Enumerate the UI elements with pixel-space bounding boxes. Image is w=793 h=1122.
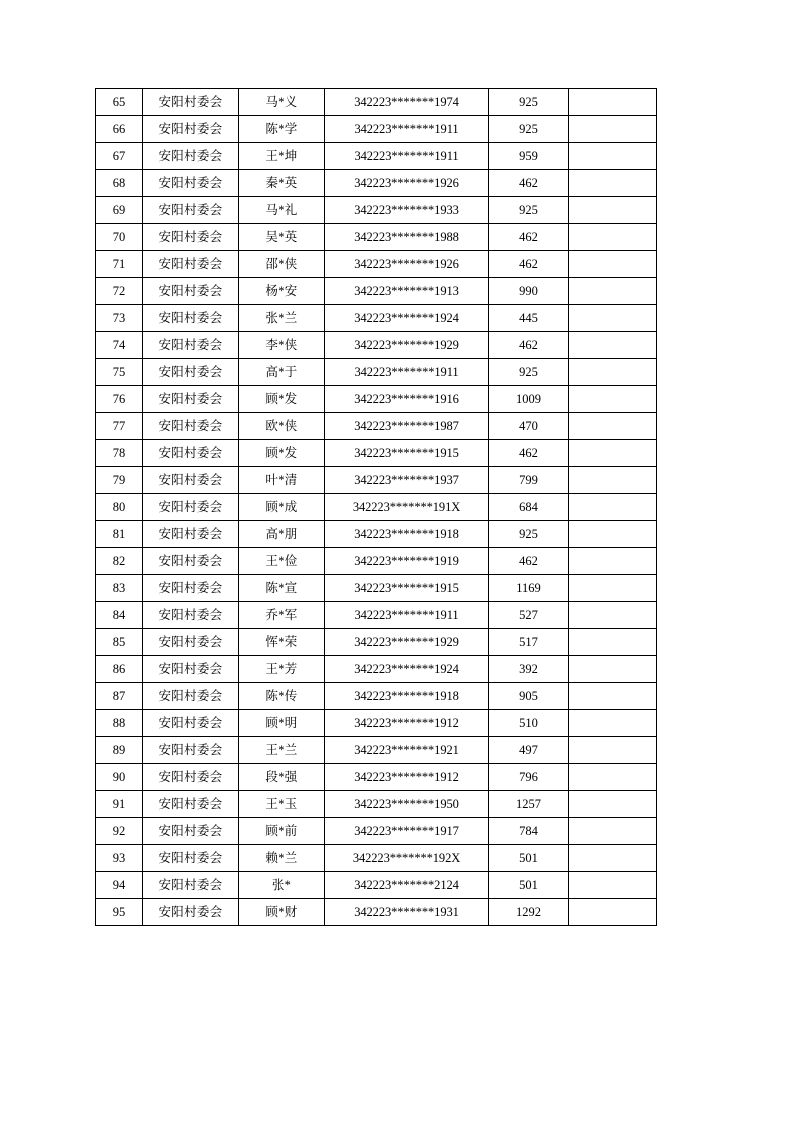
cell-village: 安阳村委会	[143, 143, 239, 170]
cell-village: 安阳村委会	[143, 413, 239, 440]
cell-note	[569, 845, 657, 872]
cell-note	[569, 899, 657, 926]
cell-name: 王*玉	[239, 791, 325, 818]
table-row	[96, 386, 657, 413]
cell-index: 66	[96, 116, 143, 143]
table-row	[96, 197, 657, 224]
cell-id: 342223*******1918	[325, 521, 489, 548]
table-row	[96, 278, 657, 305]
cell-name: 顾*前	[239, 818, 325, 845]
cell-village: 安阳村委会	[143, 899, 239, 926]
cell-id: 342223*******1926	[325, 251, 489, 278]
cell-id: 342223*******1924	[325, 656, 489, 683]
table-row	[96, 440, 657, 467]
cell-id: 342223*******1911	[325, 143, 489, 170]
table-row	[96, 143, 657, 170]
cell-index: 71	[96, 251, 143, 278]
cell-name: 欧*侠	[239, 413, 325, 440]
table-row	[96, 629, 657, 656]
cell-index: 68	[96, 170, 143, 197]
cell-name: 陈*宣	[239, 575, 325, 602]
cell-note	[569, 332, 657, 359]
cell-amount: 1292	[489, 899, 569, 926]
cell-village: 安阳村委会	[143, 737, 239, 764]
cell-index: 77	[96, 413, 143, 440]
cell-amount: 462	[489, 332, 569, 359]
cell-index: 74	[96, 332, 143, 359]
cell-name: 顾*发	[239, 440, 325, 467]
cell-name: 张*兰	[239, 305, 325, 332]
cell-village: 安阳村委会	[143, 656, 239, 683]
cell-name: 高*朋	[239, 521, 325, 548]
cell-amount: 445	[489, 305, 569, 332]
cell-village: 安阳村委会	[143, 278, 239, 305]
table-row	[96, 494, 657, 521]
cell-note	[569, 89, 657, 116]
cell-amount: 784	[489, 818, 569, 845]
cell-note	[569, 224, 657, 251]
cell-note	[569, 440, 657, 467]
cell-name: 顾*财	[239, 899, 325, 926]
cell-id: 342223*******1924	[325, 305, 489, 332]
cell-name: 王*俭	[239, 548, 325, 575]
table-row	[96, 602, 657, 629]
cell-amount: 1009	[489, 386, 569, 413]
cell-id: 342223*******1911	[325, 359, 489, 386]
cell-index: 91	[96, 791, 143, 818]
cell-id: 342223*******191X	[325, 494, 489, 521]
cell-index: 87	[96, 683, 143, 710]
cell-note	[569, 683, 657, 710]
cell-name: 王*兰	[239, 737, 325, 764]
cell-amount: 1169	[489, 575, 569, 602]
table-row	[96, 818, 657, 845]
cell-name: 邵*侠	[239, 251, 325, 278]
cell-id: 342223*******1950	[325, 791, 489, 818]
beneficiary-table-container	[95, 88, 656, 926]
cell-id: 342223*******1911	[325, 602, 489, 629]
cell-id: 342223*******192X	[325, 845, 489, 872]
cell-name: 顾*明	[239, 710, 325, 737]
cell-village: 安阳村委会	[143, 305, 239, 332]
cell-index: 92	[96, 818, 143, 845]
cell-name: 恽*荣	[239, 629, 325, 656]
cell-amount: 462	[489, 440, 569, 467]
cell-amount: 959	[489, 143, 569, 170]
cell-name: 顾*发	[239, 386, 325, 413]
cell-name: 杨*安	[239, 278, 325, 305]
cell-index: 94	[96, 872, 143, 899]
table-row	[96, 899, 657, 926]
cell-name: 陈*传	[239, 683, 325, 710]
cell-village: 安阳村委会	[143, 764, 239, 791]
table-row	[96, 251, 657, 278]
cell-id: 342223*******1918	[325, 683, 489, 710]
table-body	[96, 89, 657, 926]
cell-note	[569, 575, 657, 602]
cell-id: 342223*******1921	[325, 737, 489, 764]
cell-id: 342223*******1931	[325, 899, 489, 926]
cell-note	[569, 737, 657, 764]
table-row	[96, 575, 657, 602]
cell-name: 顾*成	[239, 494, 325, 521]
table-row	[96, 683, 657, 710]
cell-name: 高*于	[239, 359, 325, 386]
cell-amount: 462	[489, 251, 569, 278]
cell-id: 342223*******1917	[325, 818, 489, 845]
cell-name: 赖*兰	[239, 845, 325, 872]
cell-amount: 462	[489, 224, 569, 251]
cell-name: 马*义	[239, 89, 325, 116]
cell-village: 安阳村委会	[143, 440, 239, 467]
cell-village: 安阳村委会	[143, 818, 239, 845]
cell-index: 88	[96, 710, 143, 737]
cell-note	[569, 764, 657, 791]
table-row	[96, 791, 657, 818]
cell-note	[569, 521, 657, 548]
cell-id: 342223*******1987	[325, 413, 489, 440]
cell-note	[569, 143, 657, 170]
cell-index: 95	[96, 899, 143, 926]
cell-village: 安阳村委会	[143, 467, 239, 494]
cell-note	[569, 305, 657, 332]
cell-name: 张*	[239, 872, 325, 899]
table-row	[96, 89, 657, 116]
cell-amount: 799	[489, 467, 569, 494]
cell-index: 86	[96, 656, 143, 683]
cell-amount: 462	[489, 548, 569, 575]
cell-index: 90	[96, 764, 143, 791]
cell-index: 70	[96, 224, 143, 251]
cell-index: 82	[96, 548, 143, 575]
cell-village: 安阳村委会	[143, 359, 239, 386]
cell-village: 安阳村委会	[143, 548, 239, 575]
cell-index: 78	[96, 440, 143, 467]
cell-village: 安阳村委会	[143, 872, 239, 899]
cell-id: 342223*******1988	[325, 224, 489, 251]
cell-id: 342223*******2124	[325, 872, 489, 899]
cell-village: 安阳村委会	[143, 791, 239, 818]
cell-village: 安阳村委会	[143, 224, 239, 251]
cell-village: 安阳村委会	[143, 575, 239, 602]
cell-id: 342223*******1937	[325, 467, 489, 494]
cell-id: 342223*******1929	[325, 629, 489, 656]
table-row	[96, 710, 657, 737]
cell-index: 84	[96, 602, 143, 629]
cell-village: 安阳村委会	[143, 170, 239, 197]
cell-village: 安阳村委会	[143, 251, 239, 278]
cell-index: 69	[96, 197, 143, 224]
cell-village: 安阳村委会	[143, 683, 239, 710]
cell-amount: 905	[489, 683, 569, 710]
cell-amount: 925	[489, 89, 569, 116]
cell-id: 342223*******1915	[325, 440, 489, 467]
cell-note	[569, 548, 657, 575]
cell-amount: 990	[489, 278, 569, 305]
cell-index: 76	[96, 386, 143, 413]
cell-note	[569, 197, 657, 224]
table-row	[96, 332, 657, 359]
table-row	[96, 170, 657, 197]
cell-name: 秦*英	[239, 170, 325, 197]
cell-amount: 501	[489, 845, 569, 872]
cell-id: 342223*******1912	[325, 764, 489, 791]
cell-name: 马*礼	[239, 197, 325, 224]
cell-id: 342223*******1915	[325, 575, 489, 602]
table-row	[96, 116, 657, 143]
cell-index: 65	[96, 89, 143, 116]
table-row	[96, 764, 657, 791]
cell-note	[569, 656, 657, 683]
cell-index: 85	[96, 629, 143, 656]
cell-note	[569, 710, 657, 737]
cell-note	[569, 791, 657, 818]
cell-id: 342223*******1974	[325, 89, 489, 116]
cell-index: 79	[96, 467, 143, 494]
cell-name: 吴*英	[239, 224, 325, 251]
cell-index: 80	[96, 494, 143, 521]
cell-village: 安阳村委会	[143, 116, 239, 143]
cell-village: 安阳村委会	[143, 521, 239, 548]
cell-index: 75	[96, 359, 143, 386]
table-row	[96, 737, 657, 764]
cell-note	[569, 359, 657, 386]
cell-note	[569, 170, 657, 197]
table-row	[96, 845, 657, 872]
cell-id: 342223*******1919	[325, 548, 489, 575]
cell-id: 342223*******1913	[325, 278, 489, 305]
table-row	[96, 656, 657, 683]
cell-index: 67	[96, 143, 143, 170]
cell-amount: 684	[489, 494, 569, 521]
cell-name: 王*芳	[239, 656, 325, 683]
cell-note	[569, 467, 657, 494]
cell-id: 342223*******1916	[325, 386, 489, 413]
cell-note	[569, 872, 657, 899]
cell-amount: 497	[489, 737, 569, 764]
cell-name: 陈*学	[239, 116, 325, 143]
cell-village: 安阳村委会	[143, 197, 239, 224]
table-row	[96, 467, 657, 494]
cell-amount: 1257	[489, 791, 569, 818]
table-row	[96, 359, 657, 386]
cell-village: 安阳村委会	[143, 332, 239, 359]
cell-amount: 510	[489, 710, 569, 737]
table-row	[96, 521, 657, 548]
cell-index: 81	[96, 521, 143, 548]
cell-note	[569, 116, 657, 143]
cell-amount: 796	[489, 764, 569, 791]
table-row	[96, 224, 657, 251]
cell-amount: 501	[489, 872, 569, 899]
cell-village: 安阳村委会	[143, 845, 239, 872]
cell-name: 乔*军	[239, 602, 325, 629]
cell-index: 83	[96, 575, 143, 602]
cell-index: 93	[96, 845, 143, 872]
cell-note	[569, 278, 657, 305]
beneficiary-table	[95, 88, 657, 926]
cell-amount: 925	[489, 359, 569, 386]
cell-amount: 527	[489, 602, 569, 629]
cell-name: 李*侠	[239, 332, 325, 359]
cell-note	[569, 251, 657, 278]
cell-note	[569, 629, 657, 656]
cell-amount: 462	[489, 170, 569, 197]
cell-amount: 925	[489, 116, 569, 143]
table-row	[96, 548, 657, 575]
cell-index: 72	[96, 278, 143, 305]
cell-village: 安阳村委会	[143, 602, 239, 629]
cell-village: 安阳村委会	[143, 386, 239, 413]
table-row	[96, 305, 657, 332]
cell-village: 安阳村委会	[143, 89, 239, 116]
cell-village: 安阳村委会	[143, 629, 239, 656]
cell-index: 89	[96, 737, 143, 764]
table-row	[96, 413, 657, 440]
cell-name: 段*强	[239, 764, 325, 791]
cell-name: 叶*清	[239, 467, 325, 494]
cell-note	[569, 494, 657, 521]
cell-amount: 470	[489, 413, 569, 440]
cell-id: 342223*******1911	[325, 116, 489, 143]
cell-name: 王*坤	[239, 143, 325, 170]
cell-note	[569, 386, 657, 413]
cell-id: 342223*******1929	[325, 332, 489, 359]
cell-amount: 925	[489, 197, 569, 224]
cell-village: 安阳村委会	[143, 710, 239, 737]
cell-village: 安阳村委会	[143, 494, 239, 521]
cell-id: 342223*******1926	[325, 170, 489, 197]
cell-note	[569, 413, 657, 440]
cell-note	[569, 818, 657, 845]
table-row	[96, 872, 657, 899]
cell-amount: 517	[489, 629, 569, 656]
cell-index: 73	[96, 305, 143, 332]
cell-amount: 925	[489, 521, 569, 548]
cell-id: 342223*******1933	[325, 197, 489, 224]
cell-id: 342223*******1912	[325, 710, 489, 737]
cell-amount: 392	[489, 656, 569, 683]
cell-note	[569, 602, 657, 629]
